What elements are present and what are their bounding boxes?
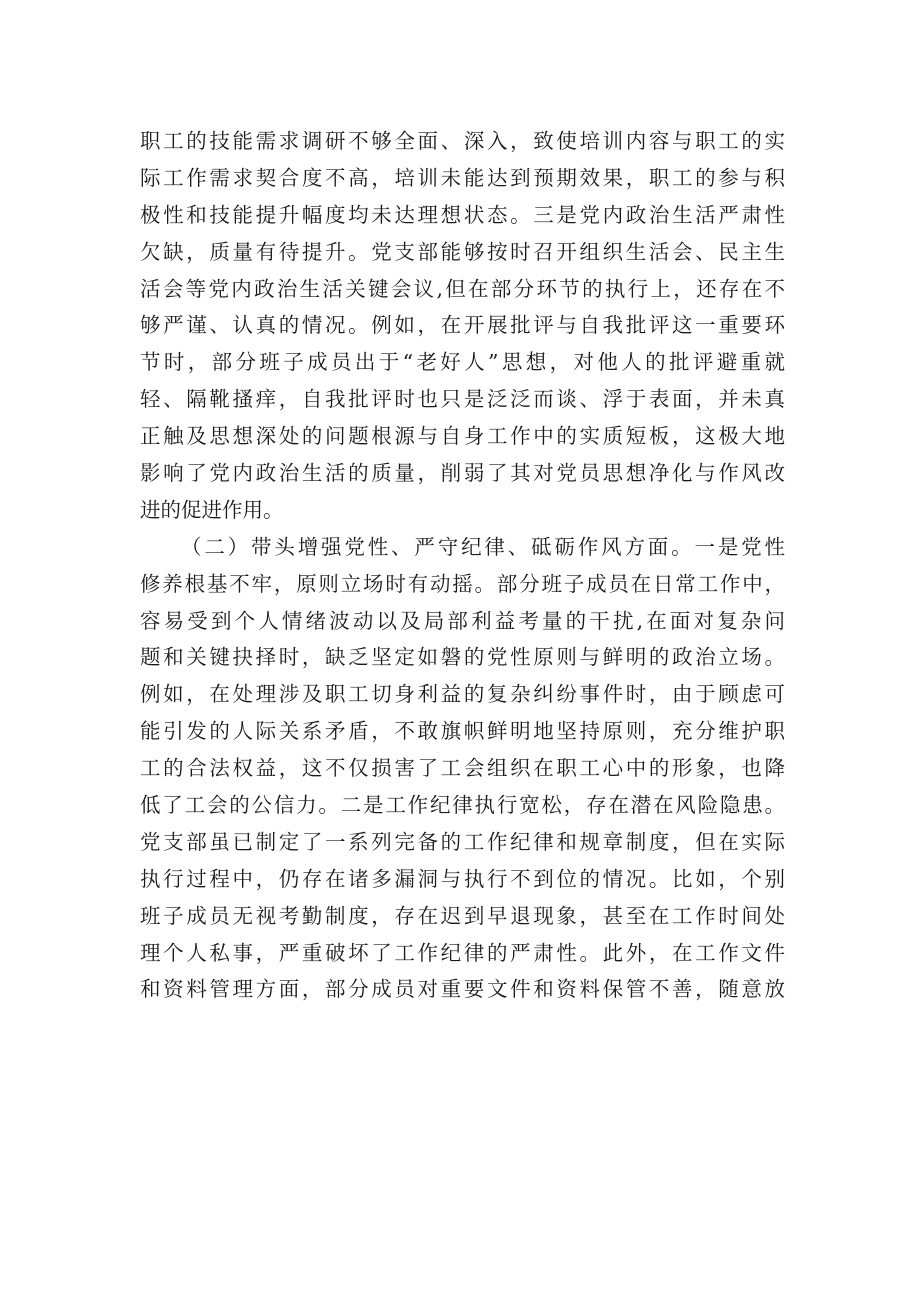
text-line: 班子成员无视考勤制度，存在迟到早退现象，甚至在工作时间处 <box>140 903 785 928</box>
text-line: 工的合法权益，这不仅损害了工会组织在职工心中的形象，也降 <box>140 756 785 781</box>
text-line: 理个人私事，严重破坏了工作纪律的严肃性。此外，在工作文件 <box>140 940 785 965</box>
text-line: 影响了党内政治生活的质量，削弱了其对党员思想净化与作风改 <box>140 461 785 486</box>
text-line: 党支部虽已制定了一系列完备的工作纪律和规章制度，但在实际 <box>140 829 785 854</box>
text-line: 执行过程中，仍存在诸多漏洞与执行不到位的情况。比如，个别 <box>140 866 785 891</box>
text-line: 活会等党内政治生活关键会议,但在部分环节的执行上，还存在不 <box>140 276 785 301</box>
text-line: 题和关键抉择时，缺乏坚定如磐的党性原则与鲜明的政治立场。 <box>140 645 785 670</box>
text-line: 和资料管理方面，部分成员对重要文件和资料保管不善，随意放 <box>140 977 785 1002</box>
text-line: 低了工会的公信力。二是工作纪律执行宽松，存在潜在风险隐患。 <box>140 793 785 818</box>
text-line: 正触及思想深处的问题根源与自身工作中的实质短板，这极大地 <box>140 424 785 449</box>
text-line: 能引发的人际关系矛盾，不敢旗帜鲜明地坚持原则，充分维护职 <box>140 719 785 744</box>
text-line: 际工作需求契合度不高，培训未能达到预期效果，职工的参与积 <box>140 165 785 190</box>
text-line: 节时，部分班子成员出于“老好人”思想，对他人的批评避重就 <box>140 350 785 375</box>
text-line: 修养根基不牢，原则立场时有动摇。部分班子成员在日常工作中， <box>140 571 785 596</box>
section-heading-line: （二）带头增强党性、严守纪律、砥砺作风方面。一是党性 <box>181 534 785 559</box>
text-line: 欠缺，质量有待提升。党支部能够按时召开组织生活会、民主生 <box>140 239 785 264</box>
paragraph-end-line: 进的促进作用。 <box>140 497 284 522</box>
text-line: 容易受到个人情绪波动以及局部利益考量的干扰,在面对复杂问 <box>140 608 785 633</box>
text-line: 例如，在处理涉及职工切身利益的复杂纠纷事件时，由于顾虑可 <box>140 682 785 707</box>
text-line: 职工的技能需求调研不够全面、深入，致使培训内容与职工的实 <box>140 129 785 153</box>
document-body <box>140 123 785 1008</box>
text-line: 够严谨、认真的情况。例如，在开展批评与自我批评这一重要环 <box>140 313 785 338</box>
text-line: 轻、隔靴搔痒，自我批评时也只是泛泛而谈、浮于表面，并未真 <box>140 387 785 412</box>
text-line: 极性和技能提升幅度均未达理想状态。三是党内政治生活严肃性 <box>140 202 785 227</box>
